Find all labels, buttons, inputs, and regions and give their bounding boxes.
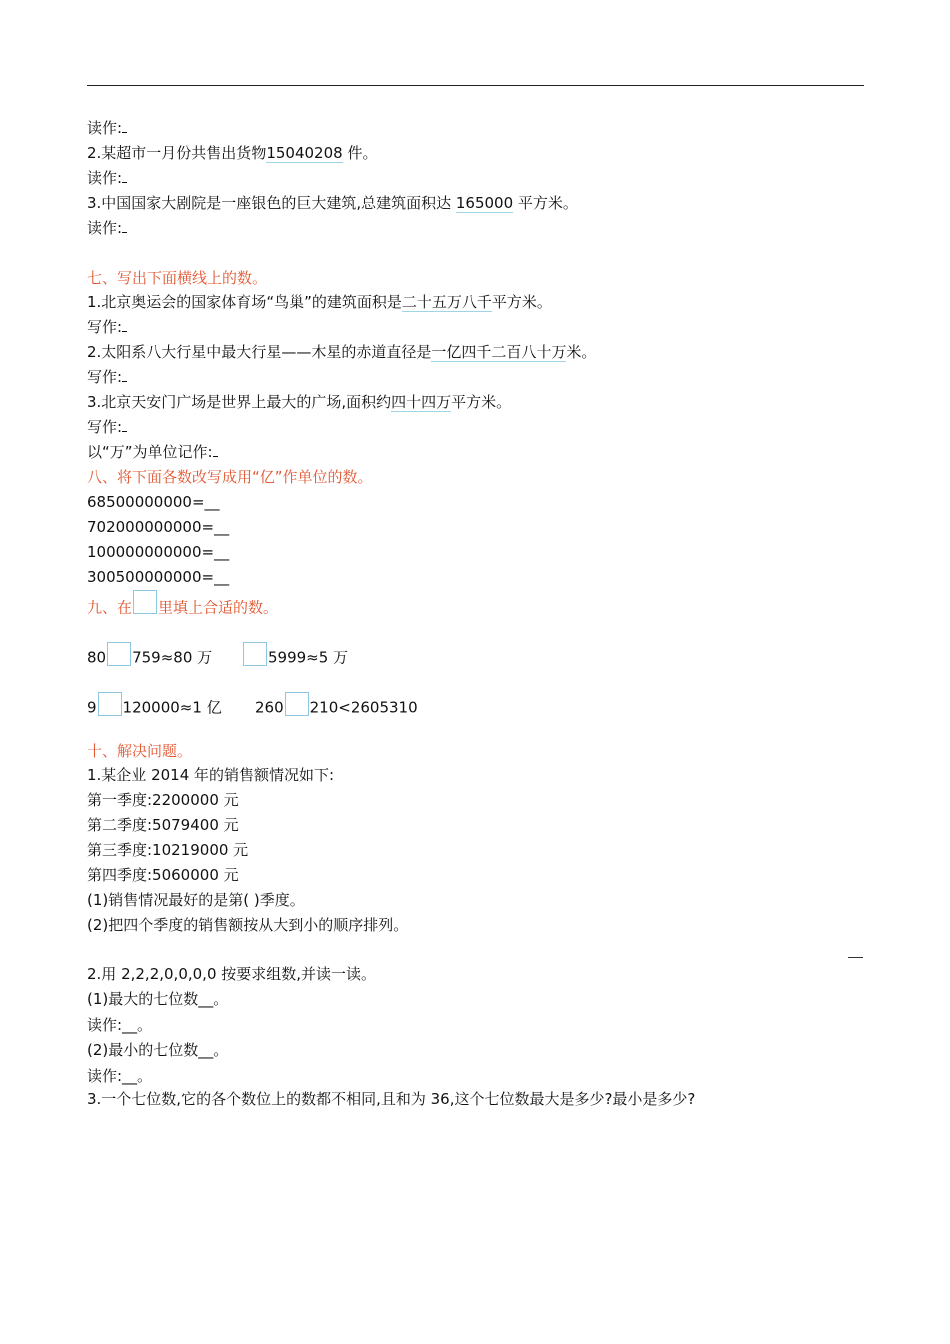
underlined-number: 15040208 bbox=[266, 144, 343, 162]
quarter-row: 第四季度:5060000 元 bbox=[87, 866, 239, 884]
underlined-number: 165000 bbox=[455, 194, 514, 212]
estimate-1: 80 759≈80 万 bbox=[87, 646, 212, 670]
s8-item: 100000000000=__ bbox=[87, 543, 230, 561]
s7-question-2: 2.太阳系八大行星中最大行星——木星的赤道直径是一亿四千二百八十万米。 bbox=[87, 343, 597, 361]
fill-box-icon bbox=[133, 590, 157, 614]
answer-line bbox=[848, 957, 863, 958]
answer-blank[interactable] bbox=[122, 419, 127, 432]
answer-blank[interactable] bbox=[122, 120, 127, 133]
fill-box[interactable] bbox=[107, 642, 131, 666]
s7-question-1: 1.北京奥运会的国家体育场“鸟巢”的建筑面积是二十五万八千平方米。 bbox=[87, 293, 552, 311]
write-line-1: 写作: bbox=[87, 317, 127, 337]
fill-box[interactable] bbox=[285, 692, 309, 716]
s8-item: 702000000000=__ bbox=[87, 518, 230, 536]
s8-item: 300500000000=__ bbox=[87, 568, 230, 586]
read-line-5: 读作:__。 bbox=[87, 1067, 153, 1085]
wan-line: 以“万”为单位记作: bbox=[87, 442, 218, 462]
s10-question-2: 2.用 2,2,2,0,0,0,0 按要求组数,并读一读。 bbox=[87, 965, 377, 983]
section-7-title: 七、写出下面横线上的数。 bbox=[87, 269, 268, 287]
s7-question-3: 3.北京天安门广场是世界上最大的广场,面积约四十四万平方米。 bbox=[87, 393, 512, 411]
section-10-title: 十、解决问题。 bbox=[87, 742, 193, 760]
answer-blank[interactable] bbox=[122, 170, 127, 183]
estimate-2: 5999≈5 万 bbox=[242, 646, 348, 670]
s10-question-3: 3.一个七位数,它的各个数位上的数都不相同,且和为 36,这个七位数最大是多少?最小是多少? bbox=[87, 1090, 696, 1108]
estimate-4: 260 210<2605310 bbox=[255, 696, 418, 720]
header-rule bbox=[87, 85, 864, 86]
section-9-title: 九、在 里填上合适的数。 bbox=[87, 596, 278, 620]
write-line-3: 写作: bbox=[87, 417, 127, 437]
s10-sub-1: (1)销售情况最好的是第( )季度。 bbox=[87, 891, 305, 909]
read-line-4: 读作:__。 bbox=[87, 1016, 153, 1034]
s10-sub-2-1: (1)最大的七位数__。 bbox=[87, 990, 229, 1008]
estimate-3: 9 120000≈1 亿 bbox=[87, 696, 222, 720]
quarter-row: 第二季度:5079400 元 bbox=[87, 816, 239, 834]
answer-blank[interactable] bbox=[213, 444, 218, 457]
s8-item: 68500000000=__ bbox=[87, 493, 220, 511]
s10-question-1: 1.某企业 2014 年的销售额情况如下: bbox=[87, 766, 335, 784]
s10-sub-2: (2)把四个季度的销售额按从大到小的顺序排列。 bbox=[87, 916, 409, 934]
s6-question-3: 3.中国国家大剧院是一座银色的巨大建筑,总建筑面积达 165000 平方米。 bbox=[87, 194, 578, 212]
quarter-row: 第一季度:2200000 元 bbox=[87, 791, 239, 809]
fill-box[interactable] bbox=[98, 692, 122, 716]
section-8-title: 八、将下面各数改写成用“亿”作单位的数。 bbox=[87, 468, 373, 486]
quarter-row: 第三季度:10219000 元 bbox=[87, 841, 249, 859]
answer-blank[interactable] bbox=[122, 319, 127, 332]
s10-sub-2-2: (2)最小的七位数__。 bbox=[87, 1041, 229, 1059]
answer-blank[interactable] bbox=[122, 369, 127, 382]
write-line-2: 写作: bbox=[87, 367, 127, 387]
read-line-1: 读作: bbox=[87, 118, 127, 138]
read-line-3: 读作: bbox=[87, 218, 127, 238]
s6-question-2: 2.某超市一月份共售出货物15040208 件。 bbox=[87, 144, 378, 162]
answer-blank[interactable] bbox=[122, 220, 127, 233]
fill-box[interactable] bbox=[243, 642, 267, 666]
read-line-2: 读作: bbox=[87, 168, 127, 188]
